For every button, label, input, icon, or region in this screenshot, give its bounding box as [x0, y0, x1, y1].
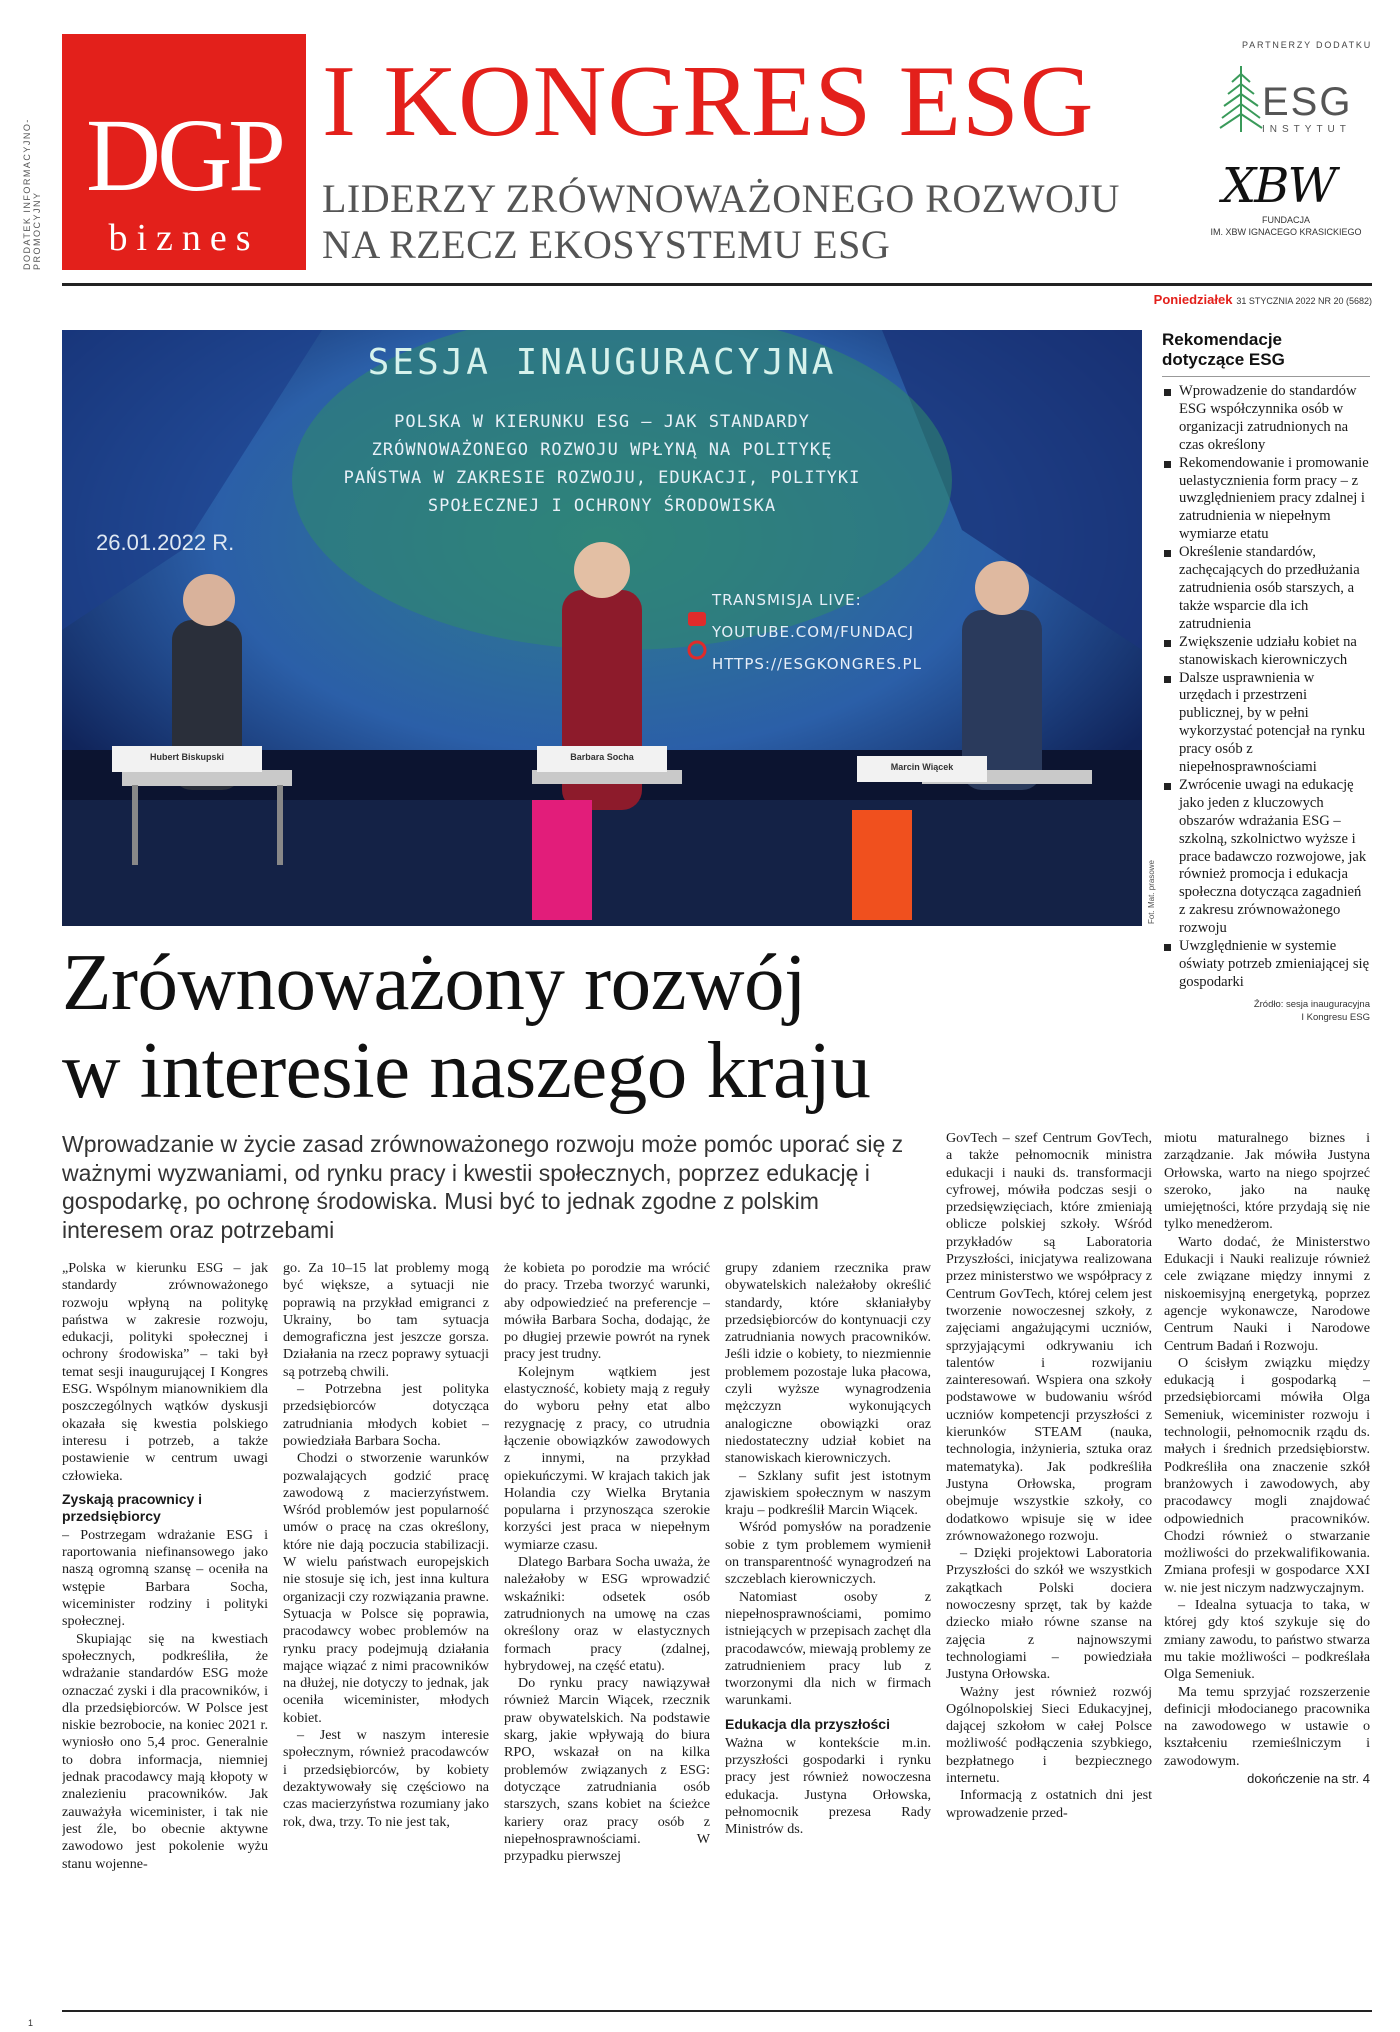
- live-youtube: YOUTUBE.COM/FUNDACJ: [712, 623, 915, 641]
- continued-link[interactable]: dokończenie na str. 4: [1247, 1770, 1370, 1786]
- masthead-rule: [62, 283, 1372, 286]
- supplement-subtitle-line1: LIDERZY ZRÓWNOWAŻONEGO ROZWOJU: [322, 176, 1120, 221]
- recommendations-rule: [1162, 376, 1370, 377]
- source-line2: I Kongresu ESG: [1301, 1011, 1370, 1023]
- article-lead: Wprowadzanie w życie zasad zrównoważonego rozwoju może pomóc uporać się z ważnymi wyzwaniami, od rynku pracy i kwestii społecznych, poprzez edukację i gospodarkę, po ochronę środowiska. Musi być to jednak zgodne z polskim interesem oraz potrzebami: [62, 1131, 904, 1243]
- event-photo: [62, 330, 1142, 926]
- paragraph: Wśród pomysłów na poradzenie sobie z tym problemem wymienił on transparentność wynagrodzeń na szczeblach kierowniczych.: [725, 1519, 931, 1588]
- paragraph: – Dzięki projektowi Laboratoria Przyszłości do szkół we wszystkich zakątkach Polski dociera nowoczesny sprzęt, tak by każde dziecko miało równe szanse na zajęcia z najnowszymi technologiami – powiedziała Justyna Orłowska.: [946, 1545, 1152, 1683]
- paragraph: – Idealna sytuacja to taka, w której gdy ktoś szykuje się do zmiany zawodu, to państwo stwarza mu takie możliwości – podkreślała Olga Semeniuk.: [1164, 1597, 1370, 1683]
- esg-tree-icon: [1216, 62, 1266, 136]
- live-label: TRANSMISJA LIVE:: [712, 591, 862, 609]
- screen-title: SESJA INAUGURACYJNA: [367, 342, 837, 383]
- supplement-title: I KONGRES ESG: [322, 45, 1095, 158]
- paragraph: GovTech – szef Centrum GovTech, a także pełnomocnik ministra edukacji i nauki ds. transformacji cyfrowej, mówiła podczas sesji o przedsięwzięciach, które zmieniają oblicze polskiej szkoły. Wśród przykładów są Laboratoria Przyszłości, inicjatywa realizowana przez ministerstwo we współpracy z Centrum GovTech, której celem jest tworzenie nowoczesnej szkoły, z zajęciami angażującymi uczniów, sprzyjającymi odkrywaniu ich talentów i rozwijaniu zainteresowań. Wspiera ona szkoły podstawowe w budowaniu wśród uczniów kompetencji przyszłości z kierunków STEAM (nauka, technologia, inżynieria, sztuka oraz matematyka). Jak podkreśliła Justyna Orłowska, program obejmuje wszystkie szkoły, co dodatkowo wpisuje się w idee zrównoważonego rozwoju.: [946, 1130, 1152, 1544]
- nameplate-center: Barbara Socha: [570, 752, 634, 762]
- screen-live-info: [712, 584, 922, 680]
- paragraph: go. Za 10–15 lat problemy mogą być większe, a sytuacji nie poprawią na przykład emigranci z Ukrainy, bo tam sytuacja demograficzna jest jeszcze gorsza. Działania na rzecz poprawy sytuacji są potrzebą chwili.: [283, 1260, 489, 1380]
- foundation-line2: IM. XBW IGNACEGO KRASICKIEGO: [1210, 227, 1362, 237]
- issue-info: 31 STYCZNIA 2022 NR 20 (5682): [1236, 296, 1372, 306]
- footer-rule: [62, 2010, 1372, 2012]
- page-number: 1: [28, 2018, 34, 2028]
- xbw-signature-logo: XBW: [1222, 158, 1335, 214]
- paragraph: – Szklany sufit jest istotnym zjawiskiem społecznym w naszym kraju – podkreślił Marcin Wiącek.: [725, 1467, 931, 1519]
- screen-line-4: SPOŁECZNEJ I OCHRONY ŚRODOWISKA: [427, 496, 777, 516]
- article-column-3: [504, 1260, 710, 2005]
- paragraph: miotu maturalnego biznes i zarządzanie. Jak mówiła Justyna Orłowska, warto na niego spojrzeć szeroko, jako na naukę umiejętności, które przydają się nie tylko menedżerom.: [1164, 1130, 1370, 1233]
- recommendations-title: [1162, 330, 1370, 370]
- screen-line-3: PAŃSTWA W ZAKRESIE ROZWOJU, EDUKACJI, POLITYKI: [343, 468, 861, 488]
- paragraph: Skupiając się na kwestiach społecznych, podkreśliła, że wdrażanie standardów ESG może oznaczać zyski i dla pracowników, i dla przedsiębiorców. W Polsce jest niskie bezrobocie, na koniec 2021 r. wyniosło ono 5,4 proc. Generalnie to dobra informacja, niemniej jednak pracodawcy mają kłopoty w znalezieniu pracowników. Jak zauważyła wiceminister, i tak nie jest źle, bo obecnie aktywne zawodowo jest pokolenie wyżu stanu wojenne-: [62, 1630, 268, 1872]
- article-column-5: [946, 1130, 1152, 2005]
- headline-line2: w interesie naszego kraju: [62, 1025, 871, 1115]
- paragraph: – Postrzegam wdrażanie ESG i raportowania niefinansowego jako naszą ogromną szansę – oceniła na wstępie Barbara Socha, wiceminister rodziny i polityki społecznej.: [62, 1526, 268, 1630]
- recommendation-item: Wprowadzenie do standardów ESG współczynnika osób w organizacji zatrudnionych na czas określony: [1162, 383, 1370, 455]
- source-line1: Źródło: sesja inauguracyjna: [1253, 998, 1370, 1010]
- paragraph: O ścisłym związku między edukacją i gospodarką – przedsiębiorcami mówiła Olga Semeniuk, wiceminister rozwoju i technologii, pełnomocnik rządu ds. małych i średnich przedsiębiorstw. Podkreśliła ona znaczenie szkół branżowych i zawodowych, aby pracodawcy mogli znajdować odpowiednich pracowników. Chodzi również o stwarzanie możliwości do przekwalifikowania. Zmiana profesji w gospodarce XXI w. nie jest niczym nadzwyczajnym.: [1164, 1354, 1370, 1596]
- xbw-foundation-label: [1196, 214, 1376, 238]
- paragraph: „Polska w kierunku ESG – jak standardy zrównoważonego rozwoju wpłyną na politykę państwa w zakresie rozwoju, edukacji, polityki społecznej i ochrony środowiska” – taki był temat sesji inaugurującej I Kongres ESG. Wspólnym mianownikiem dla poszczególnych wątków dyskusji okazała się kwestia polskiego interesu i potrzeb, a także postawienie w centrum uwagi człowieka.: [62, 1260, 268, 1484]
- screen-line-2: ZRÓWNOWAŻONEGO ROZWOJU WPŁYNĄ NA POLITYKĘ: [371, 440, 833, 460]
- section-heading: Edukacja dla przyszłości: [725, 1715, 890, 1732]
- paragraph: Ważna w kontekście m.in. przyszłości gospodarki i rynku pracy jest również nowoczesna edukacja. Justyna Orłowska, pełnomocnik prezesa Rady Ministrów ds.: [725, 1734, 931, 1838]
- headline-line1: Zrównoważony rozwój: [62, 937, 807, 1027]
- foundation-line1: FUNDACJA: [1261, 215, 1310, 225]
- logo-main-text: DGP: [85, 98, 283, 213]
- dgp-logo[interactable]: [62, 34, 306, 270]
- photo-credit: Fot. Mat. prasowe: [1147, 860, 1156, 925]
- recommendations-box: [1162, 330, 1370, 1024]
- article-column-6: [1164, 1130, 1370, 2005]
- screen-session-topic: [202, 408, 1002, 520]
- logo-sub-text: biznes: [108, 217, 260, 259]
- paragraph: Warto dodać, że Ministerstwo Edukacji i Nauki realizuje również cele związane między innymi z niskoemisyjną energetyką, poprzez agencje wykonawcze, Narodowe Centrum Nauki i Narodowe Centrum Badań i Rozwoju.: [1164, 1233, 1370, 1354]
- recommendation-item: Rekomendowanie i promowanie uelastycznienia form pracy – z uwzględnieniem pracy zdalnej i zatrudnienia w niepełnym wymiarze etatu: [1162, 455, 1370, 545]
- esg-partner-sub: INSTYTUT: [1262, 124, 1351, 135]
- paragraph: Chodzi o stworzenie warunków pozwalających godzić pracę zawodową z macierzyństwem. Wśród problemów jest popularność umów o pracę na czas określony, które nie dają poczucia stabilizacji. W wielu państwach europejskich nie stosuje się ich, jest inna kultura organizacji czy rozwiązania prawne. Sytuacja w Polsce się poprawia, pracodawcy wobec problemów na rynku pracy podejmują działania mające wiązać z nimi pracowników na dłużej, nie dotyczy to jednak, jak oceniła wiceminister, młodych kobiet.: [283, 1450, 489, 1726]
- recommendations-source: [1162, 998, 1370, 1024]
- paragraph: Kolejnym wątkiem jest elastyczność, kobiety mają z reguły do wyboru pełny etat albo rezygnację z pracy, co utrudnia łączenie obowiązków zawodowych z innymi, na przykład opiekuńczymi. W krajach takich jak Holandia czy Wielka Brytania popularna i przynosząca szerokie korzyści jest praca w niepełnym wymiarze czasu.: [504, 1363, 710, 1553]
- paragraph: Do rynku pracy nawiązywał również Marcin Wiącek, rzecznik praw obywatelskich. Na podstawie skarg, jakie wpływają do biura RPO, wskazał on na kilka problemów związanych z ESG: dotyczące zatrudniania osób starszych, szans kobiet na ścieżce kariery oraz pracy osób z niepełnosprawnościami. W przypadku pierwszej: [504, 1675, 710, 1865]
- recommendation-item: Zwiększenie udziału kobiet na stanowiskach kierowniczych: [1162, 634, 1370, 670]
- screen-date: 26.01.2022 R.: [96, 530, 235, 555]
- supplement-label: DODATEK INFORMACYJNO-PROMOCYJNY: [22, 118, 42, 270]
- partners-label: PARTNERZY DODATKU: [1242, 40, 1372, 50]
- article-column-4: [725, 1260, 931, 2005]
- section-heading: Zyskają pracownicy i przedsiębiorcy: [62, 1490, 203, 1524]
- paragraph: – Jest w naszym interesie społecznym, również pracodawców i przedsiębiorców, by kobiety dezaktywowały się częściowo na czas macierzyństwa rozumiany jako rok, dwa, trzy. To nie jest tak,: [283, 1727, 489, 1830]
- article-headline: [62, 938, 1152, 1114]
- nameplate-left: Hubert Biskupski: [149, 752, 225, 762]
- issue-day: Poniedziałek: [1153, 292, 1233, 307]
- screen-line-1: POLSKA W KIERUNKU ESG – JAK STANDARDY: [394, 412, 810, 432]
- paragraph: Dlatego Barbara Socha uważa, że należałoby w ESG wprowadzić wskaźniki: odsetek osób zatrudnionych na umowę na czas określony oraz w elastycznych formach pracy (zdalnej, hybrydowej, na część etatu).: [504, 1554, 710, 1674]
- paragraph: Natomiast osoby z niepełnosprawnościami, pomimo istniejących w przepisach zachęt dla pracodawców, miewają problemy ze zatrudnieniem pracy lub z tworzonymi dla nich w firmach warunkami.: [725, 1588, 931, 1709]
- live-site: HTTPS://ESGKONGRES.PL: [712, 655, 922, 673]
- recommendation-item: Uwzględnienie w systemie oświaty potrzeb zmieniającej się gospodarki: [1162, 938, 1370, 992]
- paragraph: Ma temu sprzyjać rozszerzenie definicji młodocianego pracownika na zawodowego w ustawie o kształceniu rzemieślniczym i zawodowym.: [1164, 1683, 1370, 1769]
- paragraph: Informacją z ostatnich dni jest wprowadzenie przed-: [946, 1787, 1152, 1821]
- recommendation-item: Określenie standardów, zachęcających do przedłużania zatrudnienia osób starszych, a także wsparcie dla ich zatrudnienia: [1162, 544, 1370, 634]
- issue-dateline: [1154, 292, 1372, 307]
- supplement-subtitle-line2: NA RZECZ EKOSYSTEMU ESG: [322, 222, 891, 267]
- nameplate-right: Marcin Wiącek: [890, 762, 954, 772]
- paragraph: – Potrzebna jest polityka przedsiębiorców dotycząca zatrudniania młodych kobiet – powiedziała Barbara Socha.: [283, 1381, 489, 1449]
- paragraph: Ważny jest również rozwój Ogólnopolskiej Sieci Edukacyjnej, dającej szkołom w całej Polsce możliwość podłączenia szybkiego, bezpłatnego i bezpiecznego internetu.: [946, 1683, 1152, 1786]
- recommendation-item: Dalsze usprawnienia w urzędach i przestrzeni publicznej, by w pełni wykorzystać potencjał na rynku pracy osób z niepełnosprawnościami: [1162, 670, 1370, 777]
- paragraph: grupy zdaniem rzecznika praw obywatelskich należałoby określić standardy, które skłaniałyby przedsiębiorców do kontynuacji czy zatrudniania nowych pracowników. Jeśli idzie o kobiety, to niezmiennie problemem pozostaje luka płacowa, czyli wyższe wynagrodzenia mężczyzn wykonujących analogiczne obowiązki oraz niedostateczny udział kobiet na stanowiskach kierowniczych.: [725, 1260, 931, 1467]
- article-column-1: [62, 1260, 268, 2005]
- recommendations-list: [1162, 383, 1370, 992]
- recommendation-item: Zwrócenie uwagi na edukację jako jeden z kluczowych obszarów wdrażania ESG – szkolną, szkolnictwo wyższe i prace badawczo rozwojowe, jak również promocja i edukacja społeczna dotycząca zagadnień z zakresu zrównoważonego rozwoju: [1162, 777, 1370, 938]
- recommendations-title-line1: Rekomendacje: [1162, 330, 1282, 349]
- recommendations-title-line2: dotyczące ESG: [1162, 350, 1285, 369]
- esg-partner-name: ESG: [1262, 80, 1353, 124]
- article-column-2: [283, 1260, 489, 2005]
- paragraph: że kobieta po porodzie ma wrócić do pracy. Trzeba tworzyć warunki, aby odpowiedzieć na preferencje – mówiła Barbara Socha, dodając, że po długiej przewie powrót na rynek pracy jest trudny.: [504, 1260, 710, 1363]
